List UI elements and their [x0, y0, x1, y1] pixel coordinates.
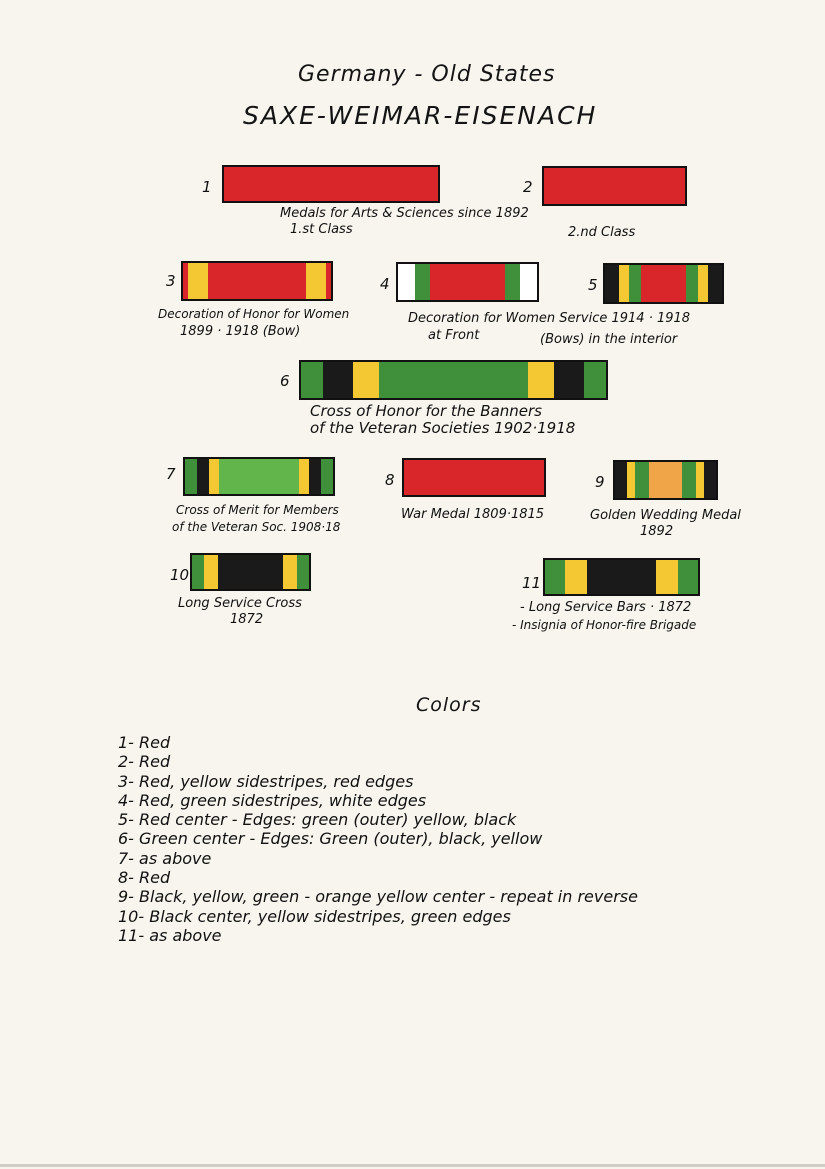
ribbon-number-3: 3 — [166, 272, 176, 290]
caption-10-line1: Long Service Cross — [178, 596, 302, 611]
ribbon-number-4: 4 — [380, 275, 390, 293]
ribbon-4-stripe — [430, 264, 505, 300]
ribbon-11-stripe — [587, 560, 656, 594]
ribbon-9-stripe — [635, 462, 649, 498]
colors-list-item: 8- Red — [118, 868, 171, 888]
ribbon-9-stripe — [682, 462, 696, 498]
ribbon-number-5: 5 — [588, 276, 598, 294]
ribbon-3-stripe — [326, 263, 331, 299]
caption-6-line1: Cross of Honor for the Banners — [310, 402, 543, 420]
ribbon-10-stripe — [283, 555, 297, 589]
ribbon-4-stripe — [415, 264, 430, 300]
ribbon-4-stripe — [520, 264, 537, 300]
caption-5-line2: (Bows) in the interior — [540, 332, 678, 347]
ribbon-6-stripe — [301, 362, 323, 398]
ribbon-10-stripe — [297, 555, 309, 589]
ribbon-number-7: 7 — [166, 465, 176, 483]
ribbon-3-stripe — [306, 263, 326, 299]
ribbon-number-2: 2 — [523, 178, 533, 196]
ribbon-11-stripe — [545, 560, 565, 594]
caption-11-line1: - Long Service Bars · 1872 — [520, 600, 692, 615]
caption-1-2: Medals for Arts & Sciences since 1892 — [280, 206, 529, 221]
ribbon-7-stripe — [219, 459, 299, 494]
colors-list-item: 11- as above — [118, 925, 222, 945]
ribbon-6 — [299, 360, 608, 400]
ribbon-number-6: 6 — [280, 372, 290, 390]
ribbon-number-10: 10 — [170, 566, 190, 584]
ribbon-7-stripe — [197, 459, 209, 494]
ribbon-10-stripe — [204, 555, 218, 589]
ribbon-11 — [543, 558, 700, 596]
ribbon-number-11: 11 — [522, 574, 542, 592]
ribbon-7-stripe — [299, 459, 309, 494]
caption-4-5-line1: Decoration for Women Service 1914 · 1918 — [408, 311, 691, 326]
ribbon-7 — [183, 457, 335, 496]
caption-8-line1: War Medal 1809·1815 — [401, 507, 545, 522]
colors-list-item: 10- Black center, yellow sidestripes, green edges — [118, 906, 511, 926]
caption-7-line1: Cross of Merit for Members — [176, 503, 339, 517]
caption-10-line2: 1872 — [230, 612, 264, 627]
ribbon-6-stripe — [584, 362, 606, 398]
caption-6-line2: of the Veteran Societies 1902·1918 — [310, 419, 576, 437]
ribbon-number-8: 8 — [385, 471, 395, 489]
ribbon-5-stripe — [605, 265, 619, 302]
caption-9-line2: 1892 — [640, 524, 674, 539]
ribbon-6-stripe — [379, 362, 528, 398]
ribbon-11-stripe — [565, 560, 587, 594]
ribbon-3-stripe — [188, 263, 208, 299]
colors-list-item: 4- Red, green sidestripes, white edges — [118, 790, 427, 810]
ribbon-9 — [613, 460, 718, 500]
ribbon-7-stripe — [185, 459, 197, 494]
ribbon-9-stripe — [649, 462, 682, 498]
ribbon-4-stripe — [398, 264, 415, 300]
ribbon-10-stripe — [218, 555, 283, 589]
ribbon-7-stripe — [209, 459, 219, 494]
colors-list-item: 1- Red — [118, 733, 171, 752]
ribbon-9-stripe — [696, 462, 704, 498]
scan-edge-divider — [0, 1164, 825, 1167]
ribbon-6-stripe — [528, 362, 554, 398]
ribbon-2 — [542, 166, 687, 206]
ribbon-4-stripe — [505, 264, 520, 300]
ribbon-2-stripe-red — [544, 168, 685, 204]
ribbon-9-stripe — [627, 462, 635, 498]
ribbon-5 — [603, 263, 724, 304]
ribbon-1 — [222, 165, 440, 203]
colors-list-item: 5- Red center - Edges: green (outer) yellow, black — [118, 810, 517, 830]
ribbon-7-stripe — [321, 459, 333, 494]
ribbon-8 — [402, 458, 546, 497]
page-title: Germany - Old States — [298, 62, 556, 87]
colors-list-item: 3- Red, yellow sidestripes, red edges — [118, 771, 414, 791]
ribbon-6-stripe — [323, 362, 353, 398]
ribbon-8-stripe-red — [404, 460, 544, 495]
ribbon-3-stripe — [208, 263, 306, 299]
ribbon-11-stripe — [656, 560, 678, 594]
ribbon-6-stripe — [353, 362, 379, 398]
ribbon-4 — [396, 262, 539, 302]
ribbon-3 — [181, 261, 333, 301]
caption-9-line1: Golden Wedding Medal — [590, 508, 741, 523]
ribbon-5-stripe — [641, 265, 686, 302]
caption-11-line2: - Insignia of Honor-fire Brigade — [512, 618, 697, 632]
page-subtitle: SAXE-WEIMAR-EISENACH — [243, 101, 598, 130]
ribbon-5-stripe — [629, 265, 641, 302]
colors-list-item: 9- Black, yellow, green - orange yellow center - repeat in reverse — [118, 887, 638, 907]
ribbon-11-stripe — [678, 560, 698, 594]
ribbon-10 — [190, 553, 311, 591]
ribbon-6-stripe — [554, 362, 584, 398]
ribbon-10-stripe — [192, 555, 204, 589]
caption-4-line2: at Front — [428, 328, 480, 343]
ribbon-9-stripe — [704, 462, 716, 498]
ribbon-5-stripe — [619, 265, 629, 302]
ribbon-7-stripe — [309, 459, 321, 494]
ribbon-9-stripe — [615, 462, 627, 498]
caption-3-line2: 1899 · 1918 (Bow) — [180, 324, 301, 339]
ribbon-5-stripe — [708, 265, 722, 302]
colors-list-item: 6- Green center - Edges: Green (outer), black, yellow — [118, 829, 543, 849]
ribbon-1-stripe-red — [224, 167, 438, 201]
caption-1-class: 1.st Class — [290, 222, 353, 237]
ribbon-5-stripe — [686, 265, 698, 302]
ribbon-number-9: 9 — [595, 473, 605, 491]
ribbon-number-1: 1 — [202, 178, 212, 196]
caption-7-line2: of the Veteran Soc. 1908·18 — [172, 520, 341, 534]
caption-3-line1: Decoration of Honor for Women — [158, 307, 350, 321]
colors-list — [118, 733, 638, 945]
ribbon-5-stripe — [698, 265, 708, 302]
colors-heading: Colors — [416, 694, 482, 716]
caption-2-class: 2.nd Class — [568, 225, 636, 240]
colors-list-item: 7- as above — [118, 848, 212, 868]
colors-list-item: 2- Red — [118, 752, 171, 772]
